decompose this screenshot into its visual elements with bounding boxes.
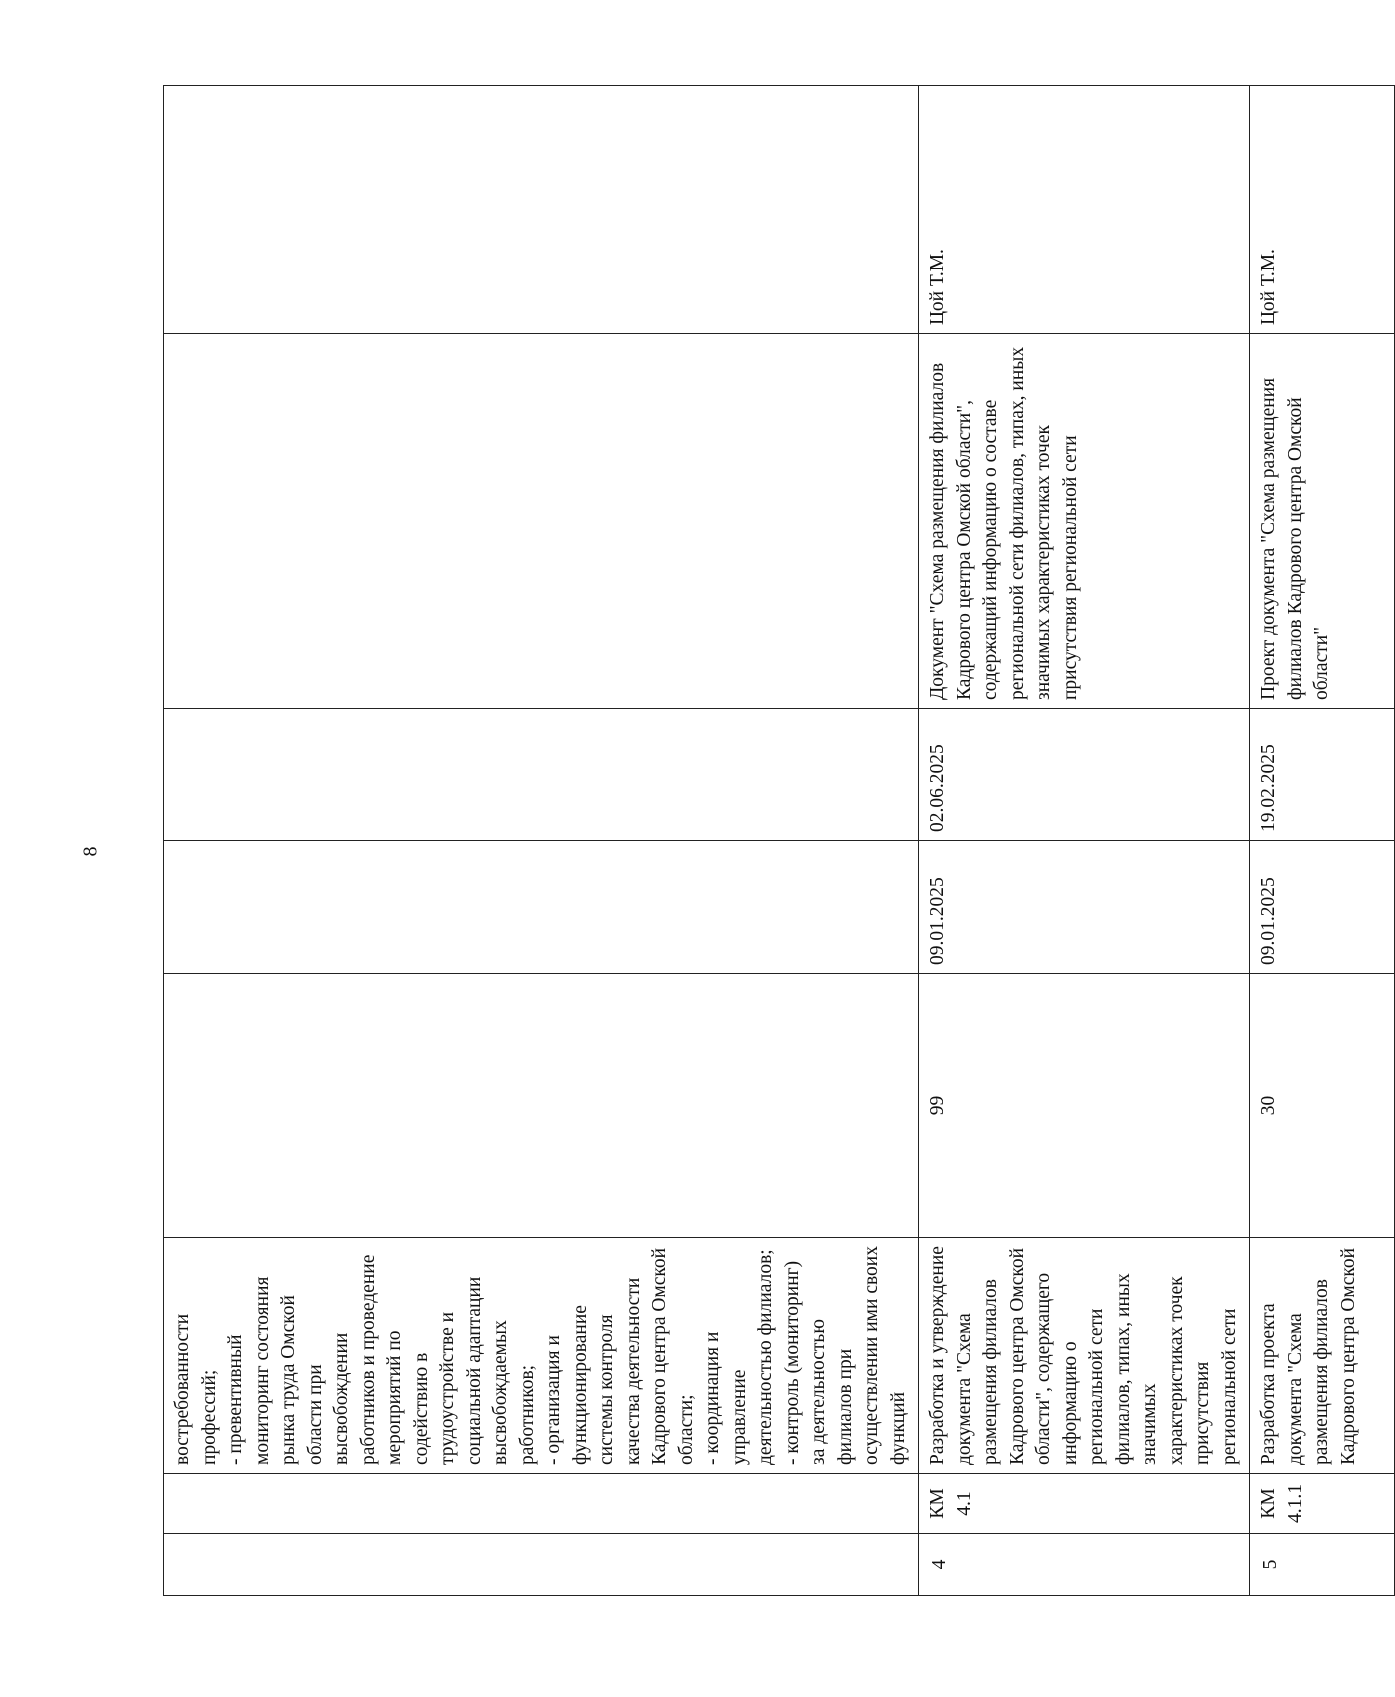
start-date-cell: 09.01.2025 bbox=[1250, 841, 1395, 974]
result-cell: Проект документа "Схема размещения филиалов Кадрового центра Омской области" bbox=[1250, 334, 1395, 709]
result-cell: Документ "Схема размещения филиалов Кадрового центра Омской области", содержащий информацию о составе региональной сети филиалов, типах, иных значимых характеристиках точек присутствия региональной сети bbox=[919, 334, 1250, 709]
row-number-cell: 5 bbox=[1250, 1534, 1395, 1596]
end-date-cell: 19.02.2025 bbox=[1250, 709, 1395, 841]
end-date-cell bbox=[164, 709, 919, 841]
code-cell bbox=[164, 1474, 919, 1534]
responsible-cell: Цой Т.М. bbox=[919, 86, 1250, 334]
description-cell: Разработка проекта документа "Схема размещения филиалов Кадрового центра Омской bbox=[1250, 1238, 1395, 1474]
table-row bbox=[164, 86, 919, 1596]
end-date-cell: 02.06.2025 bbox=[919, 709, 1250, 841]
duration-cell: 30 bbox=[1250, 974, 1395, 1238]
row-number-cell: 4 bbox=[919, 1534, 1250, 1596]
code-cell: КМ 4.1 bbox=[919, 1474, 1250, 1534]
duration-cell bbox=[164, 974, 919, 1238]
table-row bbox=[1250, 86, 1395, 1596]
plan-table bbox=[163, 85, 1395, 1596]
start-date-cell bbox=[164, 841, 919, 974]
description-cell: Разработка и утверждение документа "Схема размещения филиалов Кадрового центра Омской области", содержащего информацию о региональной сети филиалов, типах, иных значимых характеристиках точек присутствия региональной сети bbox=[919, 1238, 1250, 1474]
start-date-cell: 09.01.2025 bbox=[919, 841, 1250, 974]
page-number: 8 bbox=[79, 846, 102, 857]
code-cell: КМ 4.1.1 bbox=[1250, 1474, 1395, 1534]
table-row bbox=[919, 86, 1250, 1596]
result-cell bbox=[164, 334, 919, 709]
duration-cell: 99 bbox=[919, 974, 1250, 1238]
plan-table-container bbox=[163, 86, 1359, 1596]
responsible-cell bbox=[164, 86, 919, 334]
row-number-cell bbox=[164, 1534, 919, 1596]
description-cell: востребованности профессий; - превентивный мониторинг состояния рынка труда Омской области при высвобождении работников и проведение мероприятий по содействию в трудоустройстве и социальной адаптации высвобождаемых работников; - организация и функционирование системы контроля качества деятельности Кадрового центра Омской области; - координация и управление деятельностью филиалов; - контроль (мониторинг) за деятельностью филиалов при осуществлении ими своих функций bbox=[164, 1238, 919, 1474]
responsible-cell: Цой Т.М. bbox=[1250, 86, 1395, 334]
